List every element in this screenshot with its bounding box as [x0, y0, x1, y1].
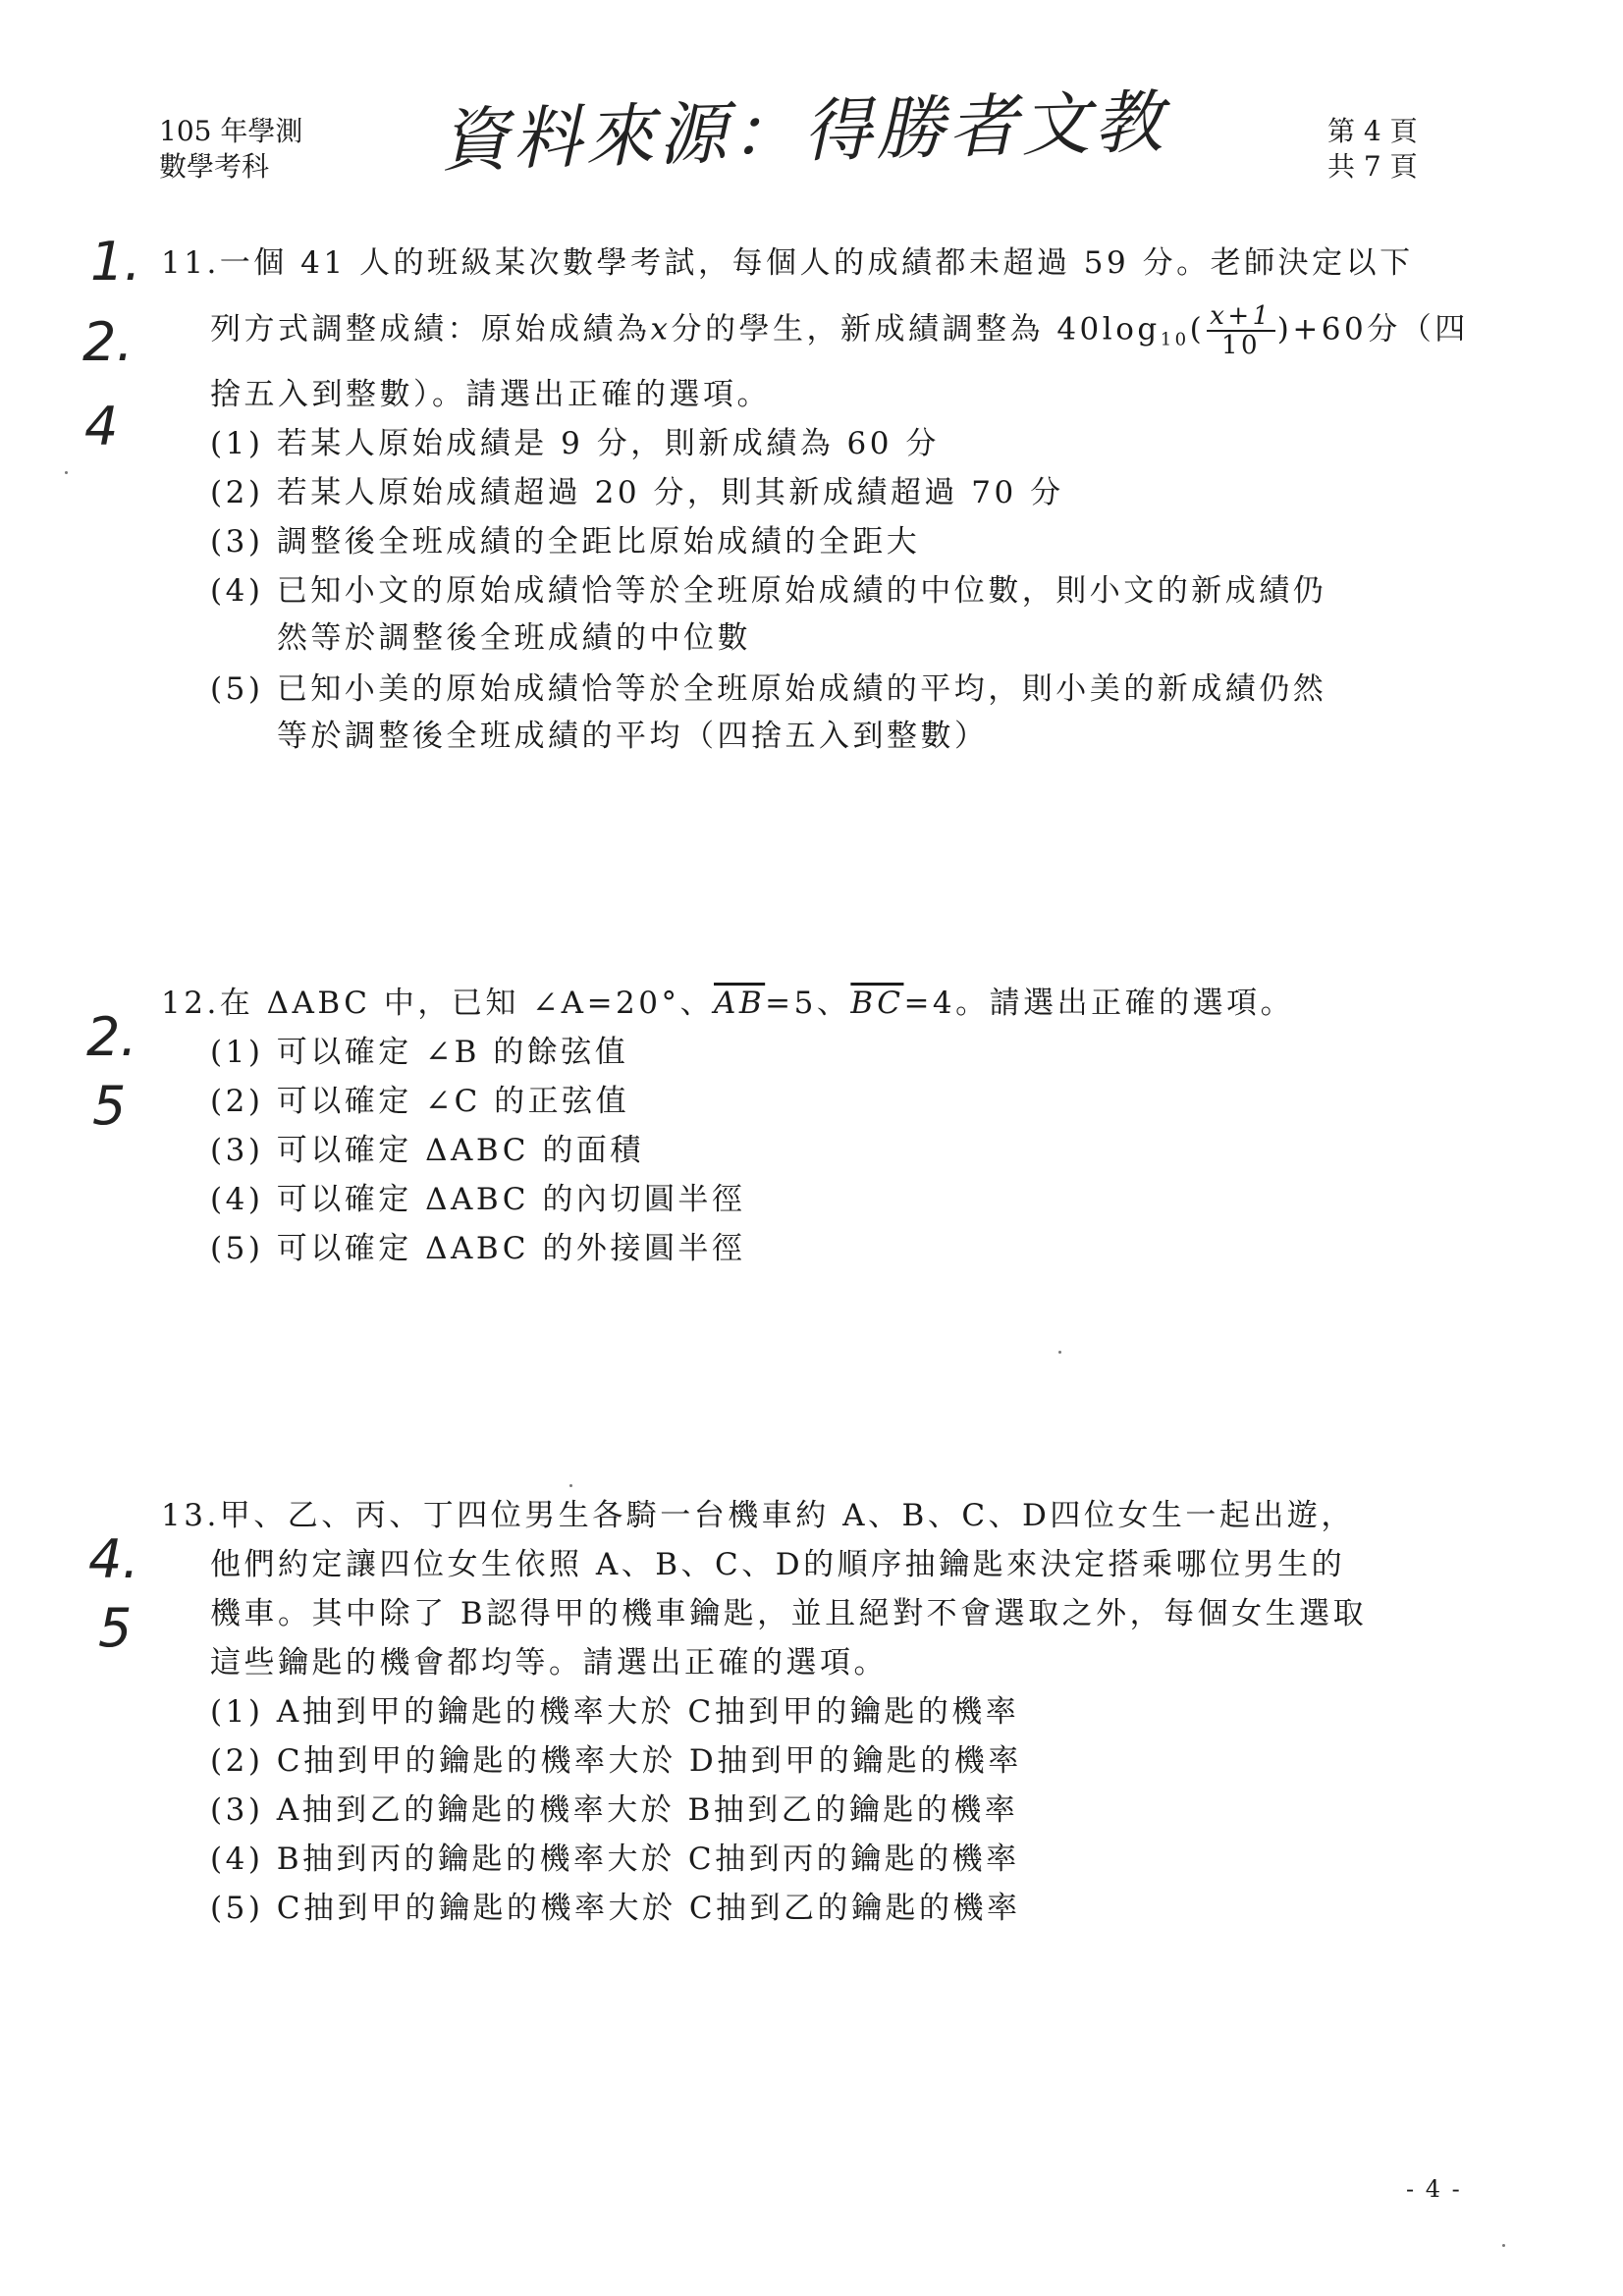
- scan-speck: [569, 1484, 572, 1487]
- q11-option-1: (1) 若某人原始成績是 9 分，則新成績為 60 分: [210, 426, 940, 461]
- q11-option-2: (2) 若某人原始成績超過 20 分，則其新成績超過 70 分: [210, 475, 1064, 510]
- hand-mark-q11-3: 4: [84, 396, 119, 457]
- q11-option-5: (5) 已知小美的原始成績恰等於全班原始成績的平均，則小美的新成績仍然: [210, 671, 1327, 707]
- scan-speck: [1058, 1351, 1061, 1354]
- header-left: [159, 114, 302, 185]
- q11-option-4-cont: 然等於調整後全班成績的中位數: [277, 620, 751, 656]
- q12-option-3: (3) 可以確定 ΔABC 的面積: [210, 1133, 644, 1168]
- header-right: [1327, 114, 1418, 185]
- q13-stem-line2: 他們約定讓四位女生依照 A、B、C、D的順序抽鑰匙來決定搭乘哪位男生的: [210, 1547, 1346, 1582]
- variable-x: x: [650, 311, 672, 347]
- q12-stem: 12.在 ΔABC 中，已知 ∠A=20°、$\overline{AB}=5$、$\overline{BC}=4$。請選出正確的選項。: [161, 986, 1295, 1021]
- q11-option-4: (4) 已知小文的原始成績恰等於全班原始成績的中位數，則小文的新成績仍: [210, 573, 1327, 609]
- q13-stem-line4: 這些鑰匙的機會都均等。請選出正確的選項。: [210, 1645, 888, 1681]
- q13-option-1: (1) A抽到甲的鑰匙的機率大於 C抽到甲的鑰匙的機率: [210, 1694, 1020, 1730]
- handwritten-source-note: 資料來源：得勝者文教: [439, 81, 1168, 182]
- hand-mark-q13-2: 5: [98, 1597, 133, 1659]
- q12-option-4: (4) 可以確定 ΔABC 的內切圓半徑: [210, 1182, 746, 1217]
- q13-stem-line3: 機車。其中除了 B認得甲的機車鑰匙，並且絕對不會選取之外，每個女生選取: [210, 1596, 1368, 1631]
- hand-mark-q13-1: 4.: [88, 1528, 139, 1590]
- q12-option-2: (2) 可以確定 ∠C 的正弦值: [210, 1084, 630, 1119]
- subject-label: 數學考科: [159, 150, 270, 183]
- q11-stem-line2: 列方式調整成績：原始成績為x分的學生，新成績調整為 $40\log_{10}$( $\frac{x+1}{10}$ )+60分（四: [210, 301, 1469, 360]
- page-indicator: 第 4 頁: [1327, 115, 1418, 147]
- exam-year-label: 105 年學測: [159, 115, 303, 147]
- q13-option-5: (5) C抽到甲的鑰匙的機率大於 C抽到乙的鑰匙的機率: [210, 1891, 1021, 1926]
- total-pages: 共 7 頁: [1327, 150, 1418, 183]
- q11-stem-line1: 11.一個 41 人的班級某次數學考試，每個人的成績都未超過 59 分。老師決定以下: [161, 245, 1414, 281]
- q13-stem-line1: 13.甲、乙、丙、丁四位男生各騎一台機車約 A、B、C、D四位女生一起出遊，: [161, 1498, 1355, 1533]
- q13-option-4: (4) B抽到丙的鑰匙的機率大於 C抽到丙的鑰匙的機率: [210, 1842, 1020, 1877]
- page-number: - 4 -: [1406, 2175, 1462, 2203]
- segment-ab: $\overline{AB}$: [714, 986, 766, 1021]
- hand-mark-q11-1: 1.: [90, 231, 141, 293]
- fraction: $\frac{x+1}{10}$: [1207, 302, 1275, 359]
- q11-option-5-cont: 等於調整後全班成績的平均（四捨五入到整數）: [277, 719, 989, 754]
- hand-mark-q12-2: 5: [92, 1075, 127, 1137]
- scan-speck: [1502, 2244, 1505, 2247]
- q12-option-5: (5) 可以確定 ΔABC 的外接圓半徑: [210, 1231, 746, 1266]
- q11-stem-line3: 捨五入到整數）。請選出正確的選項。: [210, 377, 771, 412]
- hand-mark-q12-1: 2.: [86, 1006, 137, 1068]
- hand-mark-q11-2: 2.: [82, 311, 134, 373]
- segment-bc: $\overline{BC}$: [850, 986, 904, 1021]
- q13-option-2: (2) C抽到甲的鑰匙的機率大於 D抽到甲的鑰匙的機率: [210, 1743, 1022, 1779]
- q12-option-1: (1) 可以確定 ∠B 的餘弦值: [210, 1035, 629, 1070]
- scan-speck: [65, 471, 68, 474]
- q13-option-3: (3) A抽到乙的鑰匙的機率大於 B抽到乙的鑰匙的機率: [210, 1792, 1019, 1828]
- q11-option-3: (3) 調整後全班成績的全距比原始成績的全距大: [210, 524, 921, 560]
